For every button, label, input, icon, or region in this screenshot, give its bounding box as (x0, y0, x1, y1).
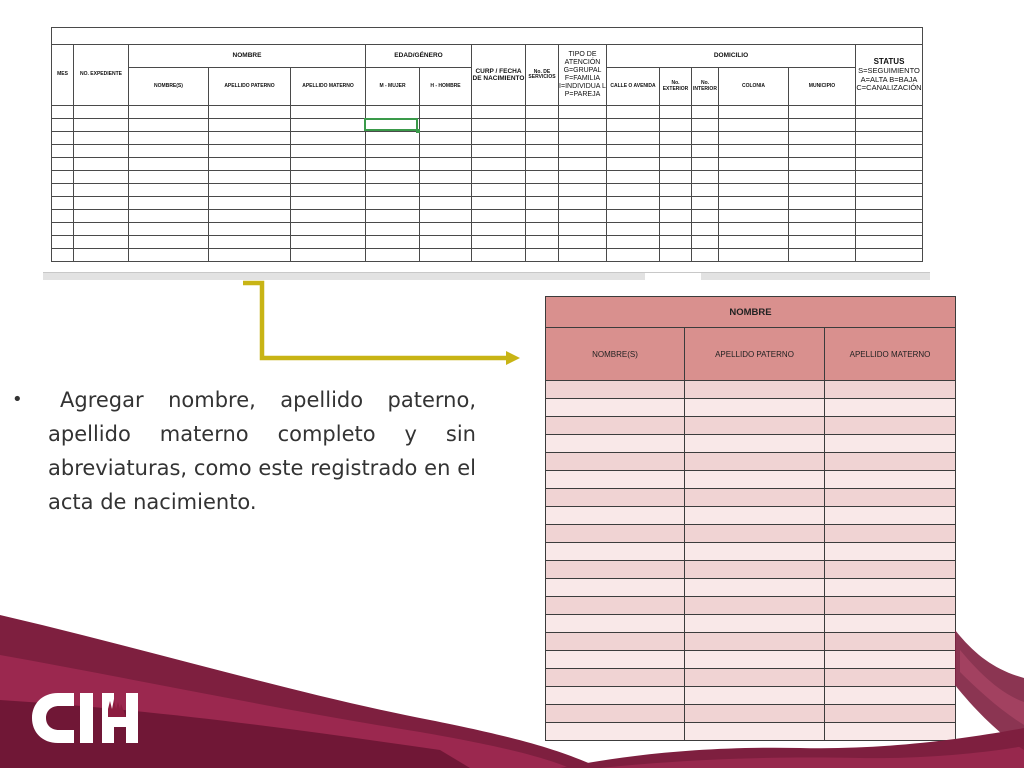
zoom-cell[interactable] (685, 417, 825, 435)
zoom-cell[interactable] (546, 435, 685, 453)
col-servicios: No. DE SERVICIOS (526, 45, 559, 106)
col-apellido-paterno: APELLIDO PATERNO (209, 68, 291, 106)
zoom-cell[interactable] (685, 543, 825, 561)
col-tipo-atencion: TIPO DE ATENCIÓN G=GRUPAL F=FAMILIA I=INDIVIDUA L P=PAREJA (559, 45, 607, 106)
zoom-cell[interactable] (685, 453, 825, 471)
zoom-cell[interactable] (825, 435, 956, 453)
zoom-cell[interactable] (825, 489, 956, 507)
cij-logo-icon (28, 687, 143, 749)
zoom-col-nombres: NOMBRE(S) (546, 328, 685, 381)
zoom-row (546, 453, 956, 471)
zoom-row (546, 489, 956, 507)
zoom-cell[interactable] (546, 543, 685, 561)
zoom-row (546, 471, 956, 489)
zoom-cell[interactable] (825, 543, 956, 561)
zoom-cell[interactable] (546, 399, 685, 417)
col-curp: CURP / FECHA DE NACIMIENTO (472, 45, 526, 106)
col-hombre: H - HOMBRE (420, 68, 472, 106)
bullet-marker: • (12, 389, 23, 410)
col-calle: CALLE O AVENIDA (607, 68, 660, 106)
zoom-cell[interactable] (546, 453, 685, 471)
zoom-cell[interactable] (685, 471, 825, 489)
zoom-cell[interactable] (685, 507, 825, 525)
zoom-cell[interactable] (825, 417, 956, 435)
zoom-cell[interactable] (825, 471, 956, 489)
zoom-row (546, 543, 956, 561)
zoom-row (546, 399, 956, 417)
zoom-cell[interactable] (546, 507, 685, 525)
zoom-cell[interactable] (685, 489, 825, 507)
col-apellido-materno: APELLIDO MATERNO (291, 68, 366, 106)
zoom-cell[interactable] (685, 435, 825, 453)
zoom-row (546, 525, 956, 543)
group-domicilio: DOMICILIO (607, 45, 856, 68)
zoom-cell[interactable] (825, 453, 956, 471)
zoom-row (546, 507, 956, 525)
zoom-col-apellido-materno: APELLIDO MATERNO (825, 328, 956, 381)
zoom-title: NOMBRE (546, 297, 956, 328)
zoom-cell[interactable] (685, 399, 825, 417)
zoom-cell[interactable] (546, 381, 685, 399)
instruction-text: Agregar nombre, apellido paterno, apellido materno completo y sin abreviaturas, como este registrado en el acta de nacimiento. (48, 388, 476, 514)
zoom-col-apellido-paterno: APELLIDO PATERNO (685, 328, 825, 381)
zoom-row (546, 381, 956, 399)
zoom-row (546, 435, 956, 453)
col-no-interior: No. INTERIOR (692, 68, 719, 106)
col-expediente: NO. EXPEDIENTE (74, 45, 129, 106)
status-legend: S=SEGUIMIENTO A=ALTA B=BAJA C=CANALIZACIÓN (856, 65, 922, 93)
footer-wave-decoration (0, 560, 1024, 768)
col-colonia: COLONIA (719, 68, 789, 106)
zoom-cell[interactable] (825, 525, 956, 543)
zoom-cell[interactable] (685, 525, 825, 543)
zoom-row (546, 417, 956, 435)
group-edad-genero: EDAD/GÉNERO (366, 45, 472, 68)
zoom-cell[interactable] (825, 381, 956, 399)
status-title: STATUS (873, 57, 905, 67)
zoom-cell[interactable] (685, 381, 825, 399)
group-nombre: NOMBRE (129, 45, 366, 68)
zoom-cell[interactable] (825, 507, 956, 525)
col-mujer: M - MUJER (366, 68, 420, 106)
zoom-cell[interactable] (546, 471, 685, 489)
zoom-cell[interactable] (546, 417, 685, 435)
zoom-cell[interactable] (546, 489, 685, 507)
col-municipio: MUNICIPIO (789, 68, 856, 106)
col-mes: MES (52, 45, 74, 106)
col-no-exterior: No. EXTERIOR (660, 68, 692, 106)
instruction-bullet (6, 383, 476, 519)
zoom-cell[interactable] (546, 525, 685, 543)
col-nombres: NOMBRE(S) (129, 68, 209, 106)
zoom-cell[interactable] (825, 399, 956, 417)
